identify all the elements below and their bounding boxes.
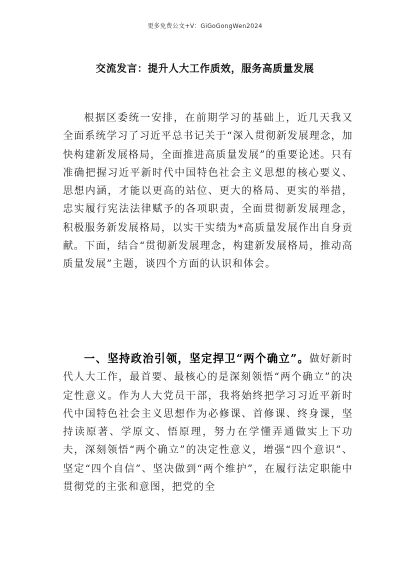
- paragraph-text: 做好新时代人大工作，最首要、最核心的是深刻领悟“两个确立”的决定性意义。作为人大党员干部，我将始终把学习习近平新时代中国特色社会主义思想作为必修课、首修课、终身课，坚持读原著、学原文、悟原理，努力在学懂弄通做实上下功夫，深刻领悟“两个确立”的决定性意义，增强“四个意识”、坚定“四个自信”、坚决做到“两个维护”，在履行法定职能中贯彻党的主张和意图，把党的全: [63, 354, 353, 494]
- paragraph-text: 根据区委统一安排，在前期学习的基础上，近几天我又全面系统学习了习近平总书记关于“深入贯彻新发展理念，加快构建新发展格局，全面推进高质量发展”的重要论述。只有准确把握习近平新时代中国特色社会主义思想的核心要义、思想内涵，才能以更高的站位、更大的格局、更实的举措，忠实履行宪法法律赋予的各项职责，全面贯彻新发展理念，积极服务新发展格局，以实干实绩为*高质量发展作出自身贡献。下面，结合“贯彻新发展理念，构建新发展格局，推动高质量发展”主题，谈四个方面的认识和体会。: [63, 113, 353, 271]
- body-paragraph-1: [63, 110, 353, 275]
- header-note: 更多免费公文+V：GiGoGongWen2024: [147, 23, 263, 30]
- section-heading: 一、坚持政治引领，坚定捍卫“两个确立”。: [84, 352, 310, 365]
- document-title: 交流发言：提升人大工作质效，服务高质量发展: [95, 64, 315, 75]
- body-paragraph-2: [63, 350, 353, 497]
